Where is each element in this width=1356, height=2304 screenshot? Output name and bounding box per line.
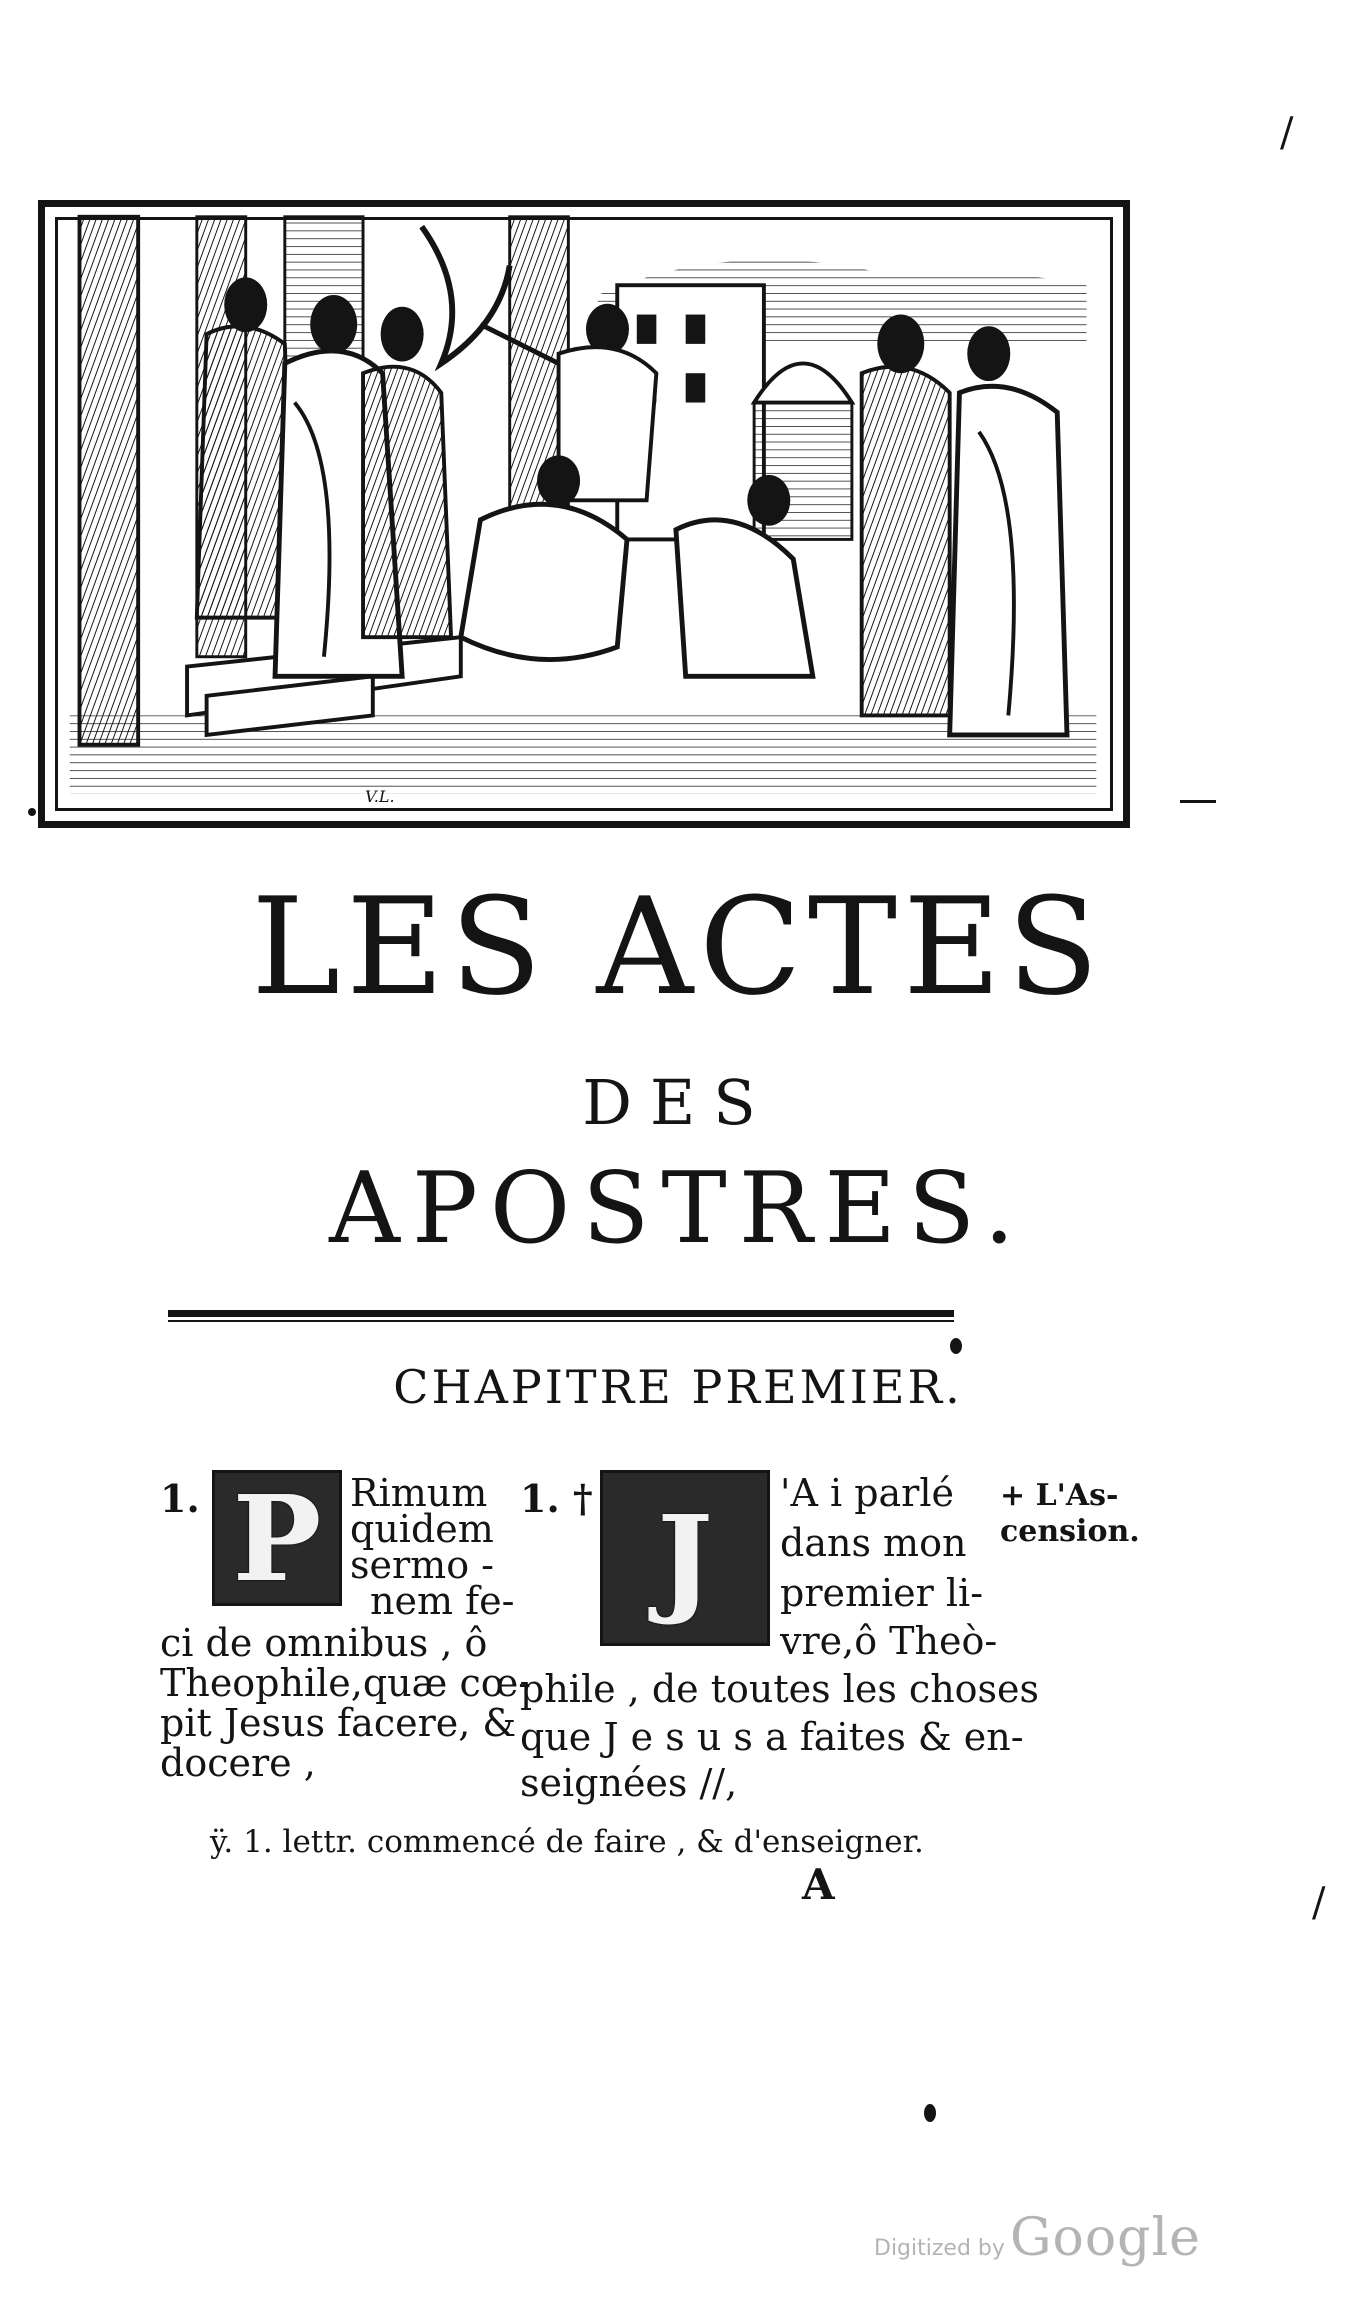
watermark-logo-text: Google bbox=[1010, 2208, 1201, 2268]
french-beside-cap-2: dans mon bbox=[780, 1521, 967, 1565]
margin-note-2: cension. bbox=[1000, 1514, 1140, 1549]
margin-stroke-mark: / bbox=[1312, 1880, 1326, 1926]
french-line-3: seignées //, bbox=[520, 1761, 738, 1805]
latin-beside-cap-1: Rimum bbox=[350, 1471, 488, 1515]
watermark-small-text: Digitized by bbox=[874, 2236, 1005, 2261]
margin-stroke-mark: / bbox=[1280, 110, 1294, 156]
french-dropcap bbox=[600, 1470, 770, 1646]
latin-line-3: pit Jesus facere, & bbox=[160, 1701, 517, 1745]
french-dropcap-letter: J bbox=[657, 1488, 713, 1628]
french-beside-cap-1: 'A i parlé bbox=[780, 1471, 954, 1515]
ink-speck bbox=[28, 808, 36, 816]
title-rule bbox=[168, 1310, 954, 1317]
french-verse-number: 1. † bbox=[520, 1476, 593, 1521]
digitization-watermark bbox=[874, 2208, 1201, 2268]
book-title: LES ACTES bbox=[251, 869, 1105, 1025]
latin-dropcap-letter: P bbox=[232, 1468, 322, 1608]
latin-beside-cap-4: nem fe- bbox=[370, 1579, 515, 1623]
latin-verse-number: 1. bbox=[160, 1476, 200, 1521]
french-line-2: que J e s u s a faites & en- bbox=[520, 1715, 1024, 1759]
margin-note-1: + L'As- bbox=[1000, 1478, 1119, 1513]
title-subject: APOSTRES. bbox=[329, 1152, 1027, 1266]
ink-speck bbox=[924, 2104, 936, 2122]
french-line-1: phile , de toutes les choses bbox=[520, 1667, 1040, 1711]
woodcut-illustration-icon bbox=[45, 207, 1123, 821]
latin-line-2: Theophile,quæ cœ- bbox=[160, 1661, 532, 1705]
engraving-illustration bbox=[38, 200, 1130, 828]
gathering-signature: A bbox=[802, 1860, 835, 1909]
title-connector: DES bbox=[582, 1066, 774, 1139]
latin-line-4: docere , bbox=[160, 1741, 316, 1785]
latin-line-1: ci de omnibus , ô bbox=[160, 1621, 488, 1665]
title-rule-thin bbox=[168, 1320, 954, 1322]
footnote: ÿ. 1. lettr. commencé de faire , & d'enseigner. bbox=[210, 1824, 924, 1860]
chapter-heading: CHAPITRE PREMIER. bbox=[393, 1360, 963, 1414]
latin-beside-cap-3: sermo - bbox=[350, 1543, 494, 1587]
latin-beside-cap-2: quidem bbox=[350, 1507, 494, 1551]
french-beside-cap-4: vre,ô Theò- bbox=[780, 1619, 998, 1663]
french-beside-cap-3: premier li- bbox=[780, 1571, 984, 1615]
ink-speck bbox=[950, 1338, 962, 1354]
engraving-signature: V.L. bbox=[365, 787, 395, 806]
latin-dropcap bbox=[212, 1470, 342, 1606]
margin-dash-mark bbox=[1180, 800, 1216, 803]
